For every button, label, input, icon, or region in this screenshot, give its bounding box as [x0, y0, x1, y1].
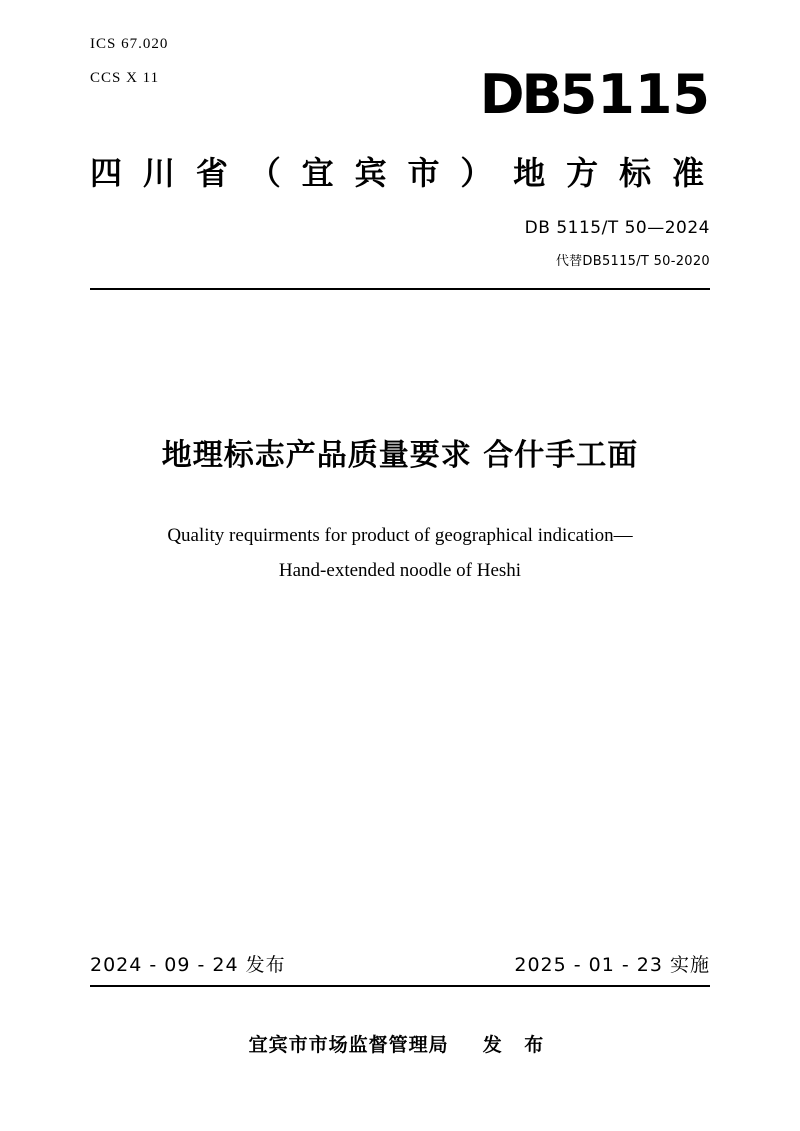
standard-type-char: 宾	[354, 154, 393, 192]
standard-type-char: 市	[407, 154, 446, 192]
db-mark	[479, 63, 710, 126]
publisher-line	[0, 1030, 800, 1057]
header-divider	[90, 288, 710, 290]
db-mark-prefix: DB	[479, 63, 560, 126]
publisher-name: 宜宾市市场监督管理局	[248, 1034, 449, 1056]
issue-date: 2024 - 09 - 24 发布	[90, 954, 286, 976]
standard-type-char: 川	[142, 154, 181, 192]
standard-type-char: 地	[513, 154, 552, 192]
implementation-date: 2025 - 01 - 23 实施	[514, 954, 710, 976]
ics-code: ICS 67.020	[90, 36, 169, 52]
standard-type-char: 方	[566, 154, 605, 192]
document-title-cn: 地理标志产品质量要求 合什手工面	[161, 438, 639, 473]
ccs-code: CCS X 11	[90, 70, 160, 86]
db-mark-number: 5115	[559, 63, 710, 126]
document-title-en-line2: Hand-extended noodle of Heshi	[278, 560, 522, 581]
standard-replaces: 代替DB5115/T 50-2020	[555, 254, 710, 269]
standard-type-char: 省	[195, 154, 234, 192]
standard-type-line	[90, 148, 710, 194]
standard-type-char: 宜	[301, 154, 340, 192]
standard-type-char: 标	[619, 154, 658, 192]
footer-divider	[90, 985, 710, 987]
publisher-verb: 发 布	[482, 1034, 552, 1056]
standard-type-char: 四	[90, 154, 129, 192]
standard-type-char: 准	[671, 154, 710, 192]
standard-type-char: ）	[460, 154, 499, 192]
document-title-en-line1: Quality requirments for product of geographical indication—	[167, 525, 633, 546]
standard-type-char: （	[248, 154, 287, 192]
standard-number: DB 5115/T 50—2024	[524, 218, 710, 238]
